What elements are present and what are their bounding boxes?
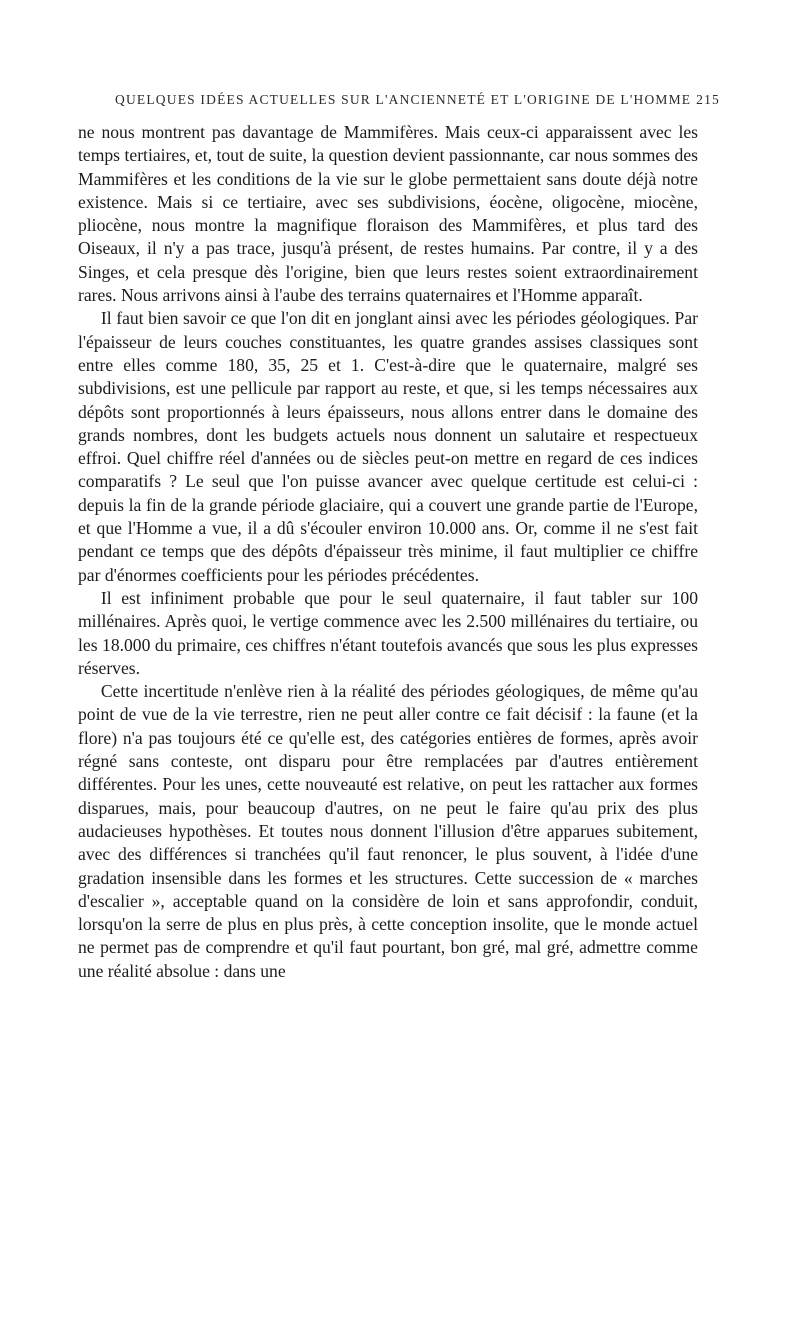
page-number: 215: [696, 92, 720, 107]
body-text: [78, 121, 698, 983]
running-title: QUELQUES IDÉES ACTUELLES SUR L'ANCIENNETÉ ET L'ORIGINE DE L'HOMME: [115, 92, 692, 107]
paragraph-geologic-periods: Il faut bien savoir ce que l'on dit en jonglant ainsi avec les périodes géologiques. Par l'épaisseur de leurs couches constituantes, les quatre grandes assises classiques sont entre elles comme 180, 35, 25 et 1. C'est-à-dire que le quaternaire, malgré ses subdivisions, est une pellicule par rapport au reste, et que, si les temps nécessaires aux dépôts sont proportionnés à leurs épaisseurs, nous allons entrer dans le domaine des grands nombres, dont les budgets actuels nous donnent un salutaire et respectueux effroi. Quel chiffre réel d'années ou de siècles peut-on mettre en regard de ces indices comparatifs ? Le seul que l'on puisse avancer avec quelque certitude est celui-ci : depuis la fin de la grande période glaciaire, qui a couvert une grande partie de l'Europe, et que l'Homme a vue, il a dû s'écouler environ 10.000 ans. Or, comme il ne s'est fait pendant ce temps que des dépôts d'épaisseur très minime, il faut multiplier ce chiffre par d'énormes coefficients pour les périodes précédentes.: [78, 308, 698, 585]
paragraph-uncertainty: Cette incertitude n'enlève rien à la réalité des périodes géologiques, de même qu'au point de vue de la vie terrestre, rien ne peut aller contre ce fait décisif : la faune (et la flore) n'a pas toujours été ce qu'elle est, des catégories entières de formes, après avoir régné sans conteste, ont disparu pour être remplacées par d'autres entièrement différentes. Pour les unes, cette nouveauté est relative, on peut les rattacher aux formes disparues, mais, pour beaucoup d'autres, on ne peut le faire qu'au prix des plus audacieuses hypothèses. Et toutes nous donnent l'illusion d'être apparues subitement, avec des différences si tranchées qu'il faut renoncer, le plus souvent, à l'idée d'une gradation insensible dans les formes et les structures. Cette succession de « marches d'escalier », acceptable quand on la considère de loin et sans approfondir, conduit, lorsqu'on la serre de plus en plus près, à cette conception insolite, que le monde actuel ne permet pas de comprendre et qu'il faut pourtant, bon gré, mal gré, admettre comme une réalité absolue : dans une: [78, 681, 698, 981]
paragraph-millennia: Il est infiniment probable que pour le seul quaternaire, il faut tabler sur 100 millénaires. Après quoi, le vertige commence avec les 2.500 millénaires du tertiaire, ou les 18.000 du primaire, ces chiffres n'étant toutefois avancés que sous les plus expresses réserves.: [78, 587, 698, 678]
paragraph-continuation: ne nous montrent pas davantage de Mammifères. Mais ceux-ci apparaissent avec les temps tertiaires, et, tout de suite, la question devient passionnante, car nous sommes des Mammifères et les conditions de la vie sur le globe permettaient sans doute déjà notre existence. Mais si ce tertiaire, avec ses subdivisions, éocène, oligocène, miocène, pliocène, nous montre la magnifique floraison des Mammifères, et plus tard des Oiseaux, il n'y a pas trace, jusqu'à présent, de restes humains. Par contre, il y a des Singes, et cela presque dès l'origine, bien que leurs restes soient extraordinairement rares. Nous arrivons ainsi à l'aube des terrains quaternaires et l'Homme apparaît.: [78, 122, 698, 306]
